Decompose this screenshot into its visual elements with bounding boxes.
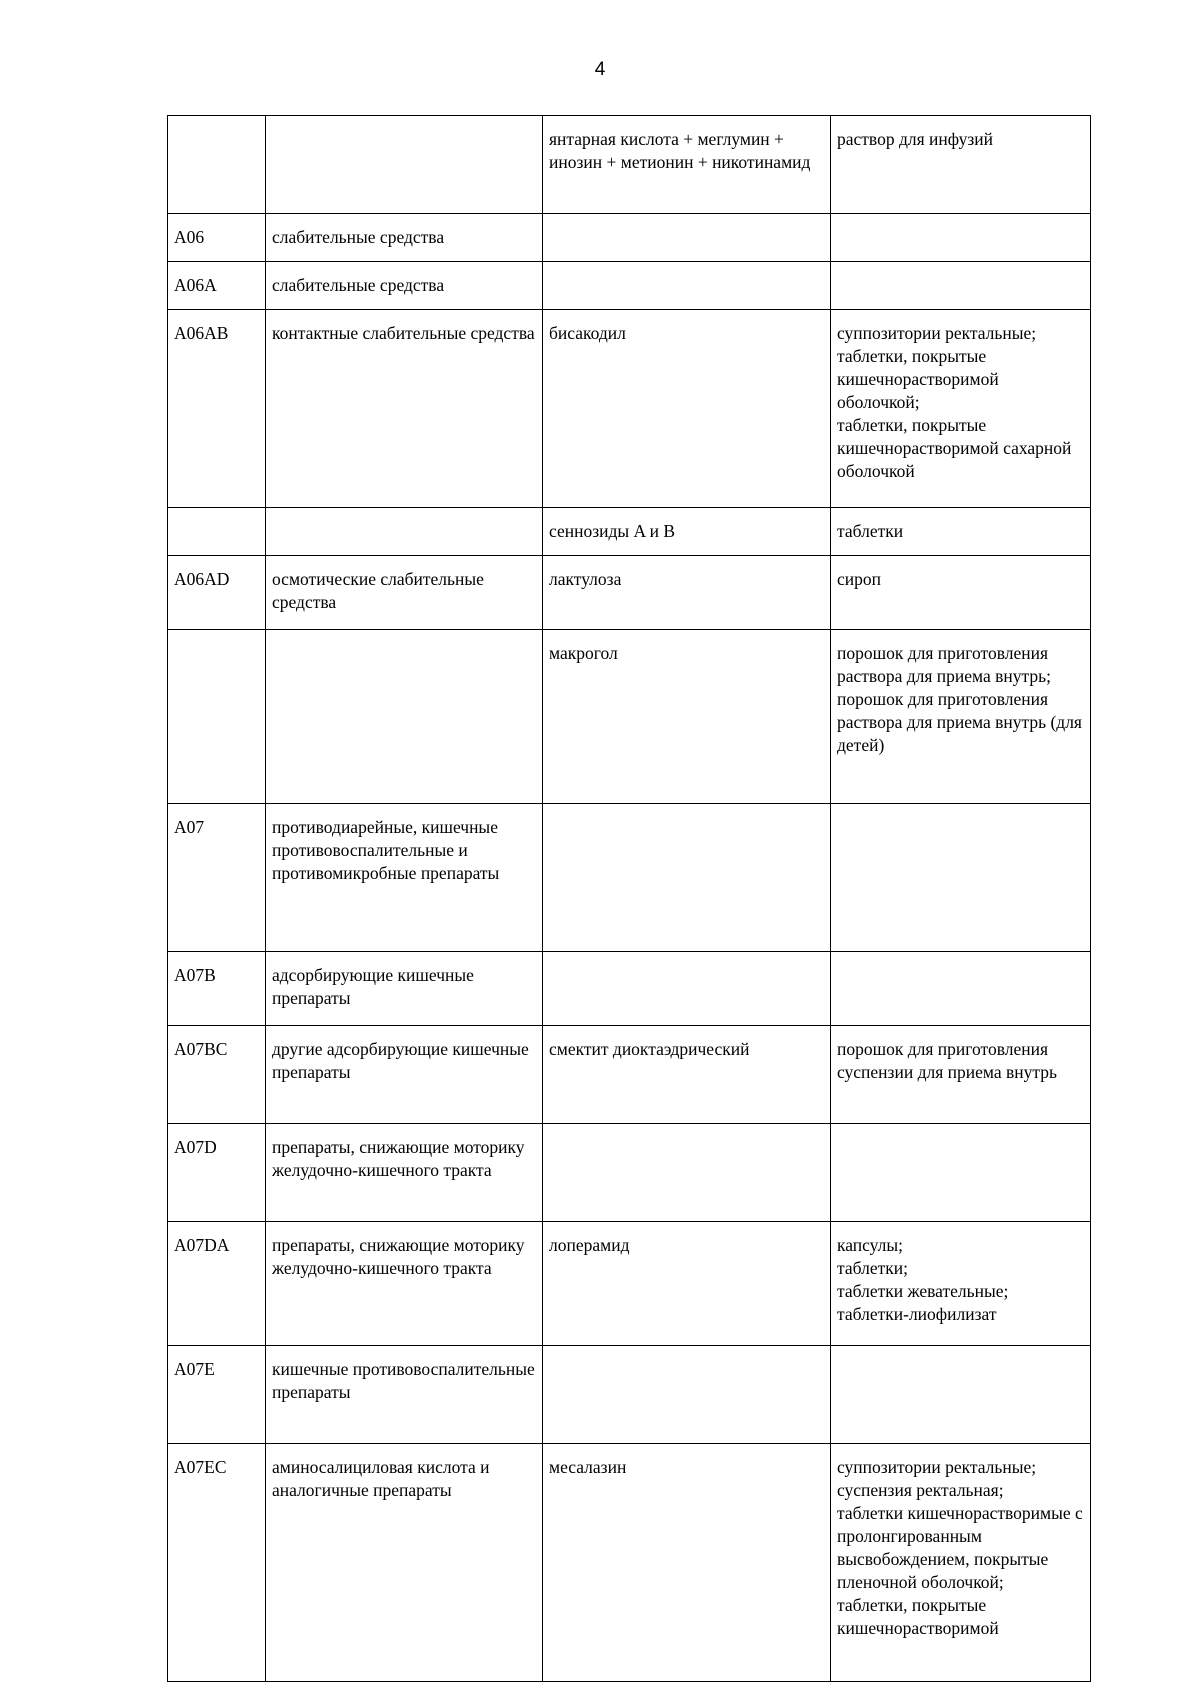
atc-group-cell: другие адсорбирующие кишечные препараты bbox=[266, 1026, 543, 1124]
atc-group-cell: противодиарейные, кишечные противовоспалительные и противомикробные препараты bbox=[266, 804, 543, 952]
atc-code-cell bbox=[168, 508, 266, 556]
atc-group-cell: осмотические слабительные средства bbox=[266, 556, 543, 630]
drug-name-cell: смектит диоктаэдрический bbox=[543, 1026, 831, 1124]
dosage-form-cell: таблетки bbox=[831, 508, 1091, 556]
dosage-form-cell bbox=[831, 262, 1091, 310]
atc-group-cell bbox=[266, 508, 543, 556]
atc-group-cell: препараты, снижающие моторику желудочно-кишечного тракта bbox=[266, 1222, 543, 1346]
atc-code-cell: A07E bbox=[168, 1346, 266, 1444]
table-row bbox=[168, 1124, 1091, 1222]
dosage-form-cell: сироп bbox=[831, 556, 1091, 630]
atc-code-cell: A07D bbox=[168, 1124, 266, 1222]
table-row bbox=[168, 1346, 1091, 1444]
page-number: 4 bbox=[594, 59, 606, 80]
table-row bbox=[168, 1026, 1091, 1124]
atc-code-cell: A06AD bbox=[168, 556, 266, 630]
dosage-form-cell bbox=[831, 214, 1091, 262]
drug-name-cell bbox=[543, 804, 831, 952]
table-row bbox=[168, 262, 1091, 310]
drug-name-cell: янтарная кислота + меглумин + инозин + метионин + никотинамид bbox=[543, 116, 831, 214]
drug-name-cell bbox=[543, 1346, 831, 1444]
dosage-form-cell bbox=[831, 1124, 1091, 1222]
drug-name-cell: сеннозиды A и B bbox=[543, 508, 831, 556]
atc-group-cell: слабительные средства bbox=[266, 262, 543, 310]
atc-group-cell bbox=[266, 630, 543, 804]
table-row bbox=[168, 1222, 1091, 1346]
drug-table bbox=[167, 115, 1091, 1682]
atc-code-cell: A06A bbox=[168, 262, 266, 310]
drug-name-cell bbox=[543, 262, 831, 310]
atc-code-cell: A06AB bbox=[168, 310, 266, 508]
atc-group-cell: слабительные средства bbox=[266, 214, 543, 262]
atc-code-cell: A07B bbox=[168, 952, 266, 1026]
drug-name-cell: месалазин bbox=[543, 1444, 831, 1682]
dosage-form-cell: суппозитории ректальные; суспензия ректальная; таблетки кишечнорастворимые с пролонгированным высвобождением, покрытые пленочной оболочкой; таблетки, покрытые кишечнорастворимой bbox=[831, 1444, 1091, 1682]
drug-name-cell bbox=[543, 1124, 831, 1222]
table-row bbox=[168, 1444, 1091, 1682]
dosage-form-cell bbox=[831, 1346, 1091, 1444]
table-row bbox=[168, 214, 1091, 262]
atc-code-cell bbox=[168, 116, 266, 214]
dosage-form-cell bbox=[831, 952, 1091, 1026]
atc-group-cell bbox=[266, 116, 543, 214]
dosage-form-cell: порошок для приготовления раствора для приема внутрь; порошок для приготовления раствора для приема внутрь (для детей) bbox=[831, 630, 1091, 804]
table-row bbox=[168, 116, 1091, 214]
dosage-form-cell: суппозитории ректальные; таблетки, покрытые кишечнорастворимой оболочкой; таблетки, покрытые кишечнорастворимой сахарной оболочкой bbox=[831, 310, 1091, 508]
atc-code-cell: A07EC bbox=[168, 1444, 266, 1682]
drug-name-cell: бисакодил bbox=[543, 310, 831, 508]
table-row bbox=[168, 952, 1091, 1026]
drug-name-cell: макрогол bbox=[543, 630, 831, 804]
atc-group-cell: препараты, снижающие моторику желудочно-кишечного тракта bbox=[266, 1124, 543, 1222]
atc-code-cell bbox=[168, 630, 266, 804]
atc-group-cell: кишечные противовоспалительные препараты bbox=[266, 1346, 543, 1444]
drug-name-cell bbox=[543, 952, 831, 1026]
atc-code-cell: A07DA bbox=[168, 1222, 266, 1346]
atc-group-cell: контактные слабительные средства bbox=[266, 310, 543, 508]
drug-name-cell: лоперамид bbox=[543, 1222, 831, 1346]
dosage-form-cell: порошок для приготовления суспензии для приема внутрь bbox=[831, 1026, 1091, 1124]
table-row bbox=[168, 310, 1091, 508]
atc-code-cell: A07 bbox=[168, 804, 266, 952]
drug-name-cell: лактулоза bbox=[543, 556, 831, 630]
table-row bbox=[168, 556, 1091, 630]
dosage-form-cell: капсулы; таблетки; таблетки жевательные; таблетки-лиофилизат bbox=[831, 1222, 1091, 1346]
table-row bbox=[168, 508, 1091, 556]
atc-group-cell: аминосалициловая кислота и аналогичные препараты bbox=[266, 1444, 543, 1682]
drug-name-cell bbox=[543, 214, 831, 262]
atc-group-cell: адсорбирующие кишечные препараты bbox=[266, 952, 543, 1026]
atc-code-cell: A07BC bbox=[168, 1026, 266, 1124]
dosage-form-cell: раствор для инфузий bbox=[831, 116, 1091, 214]
table-row bbox=[168, 630, 1091, 804]
atc-code-cell: A06 bbox=[168, 214, 266, 262]
table-body bbox=[168, 116, 1091, 1682]
dosage-form-cell bbox=[831, 804, 1091, 952]
table-row bbox=[168, 804, 1091, 952]
